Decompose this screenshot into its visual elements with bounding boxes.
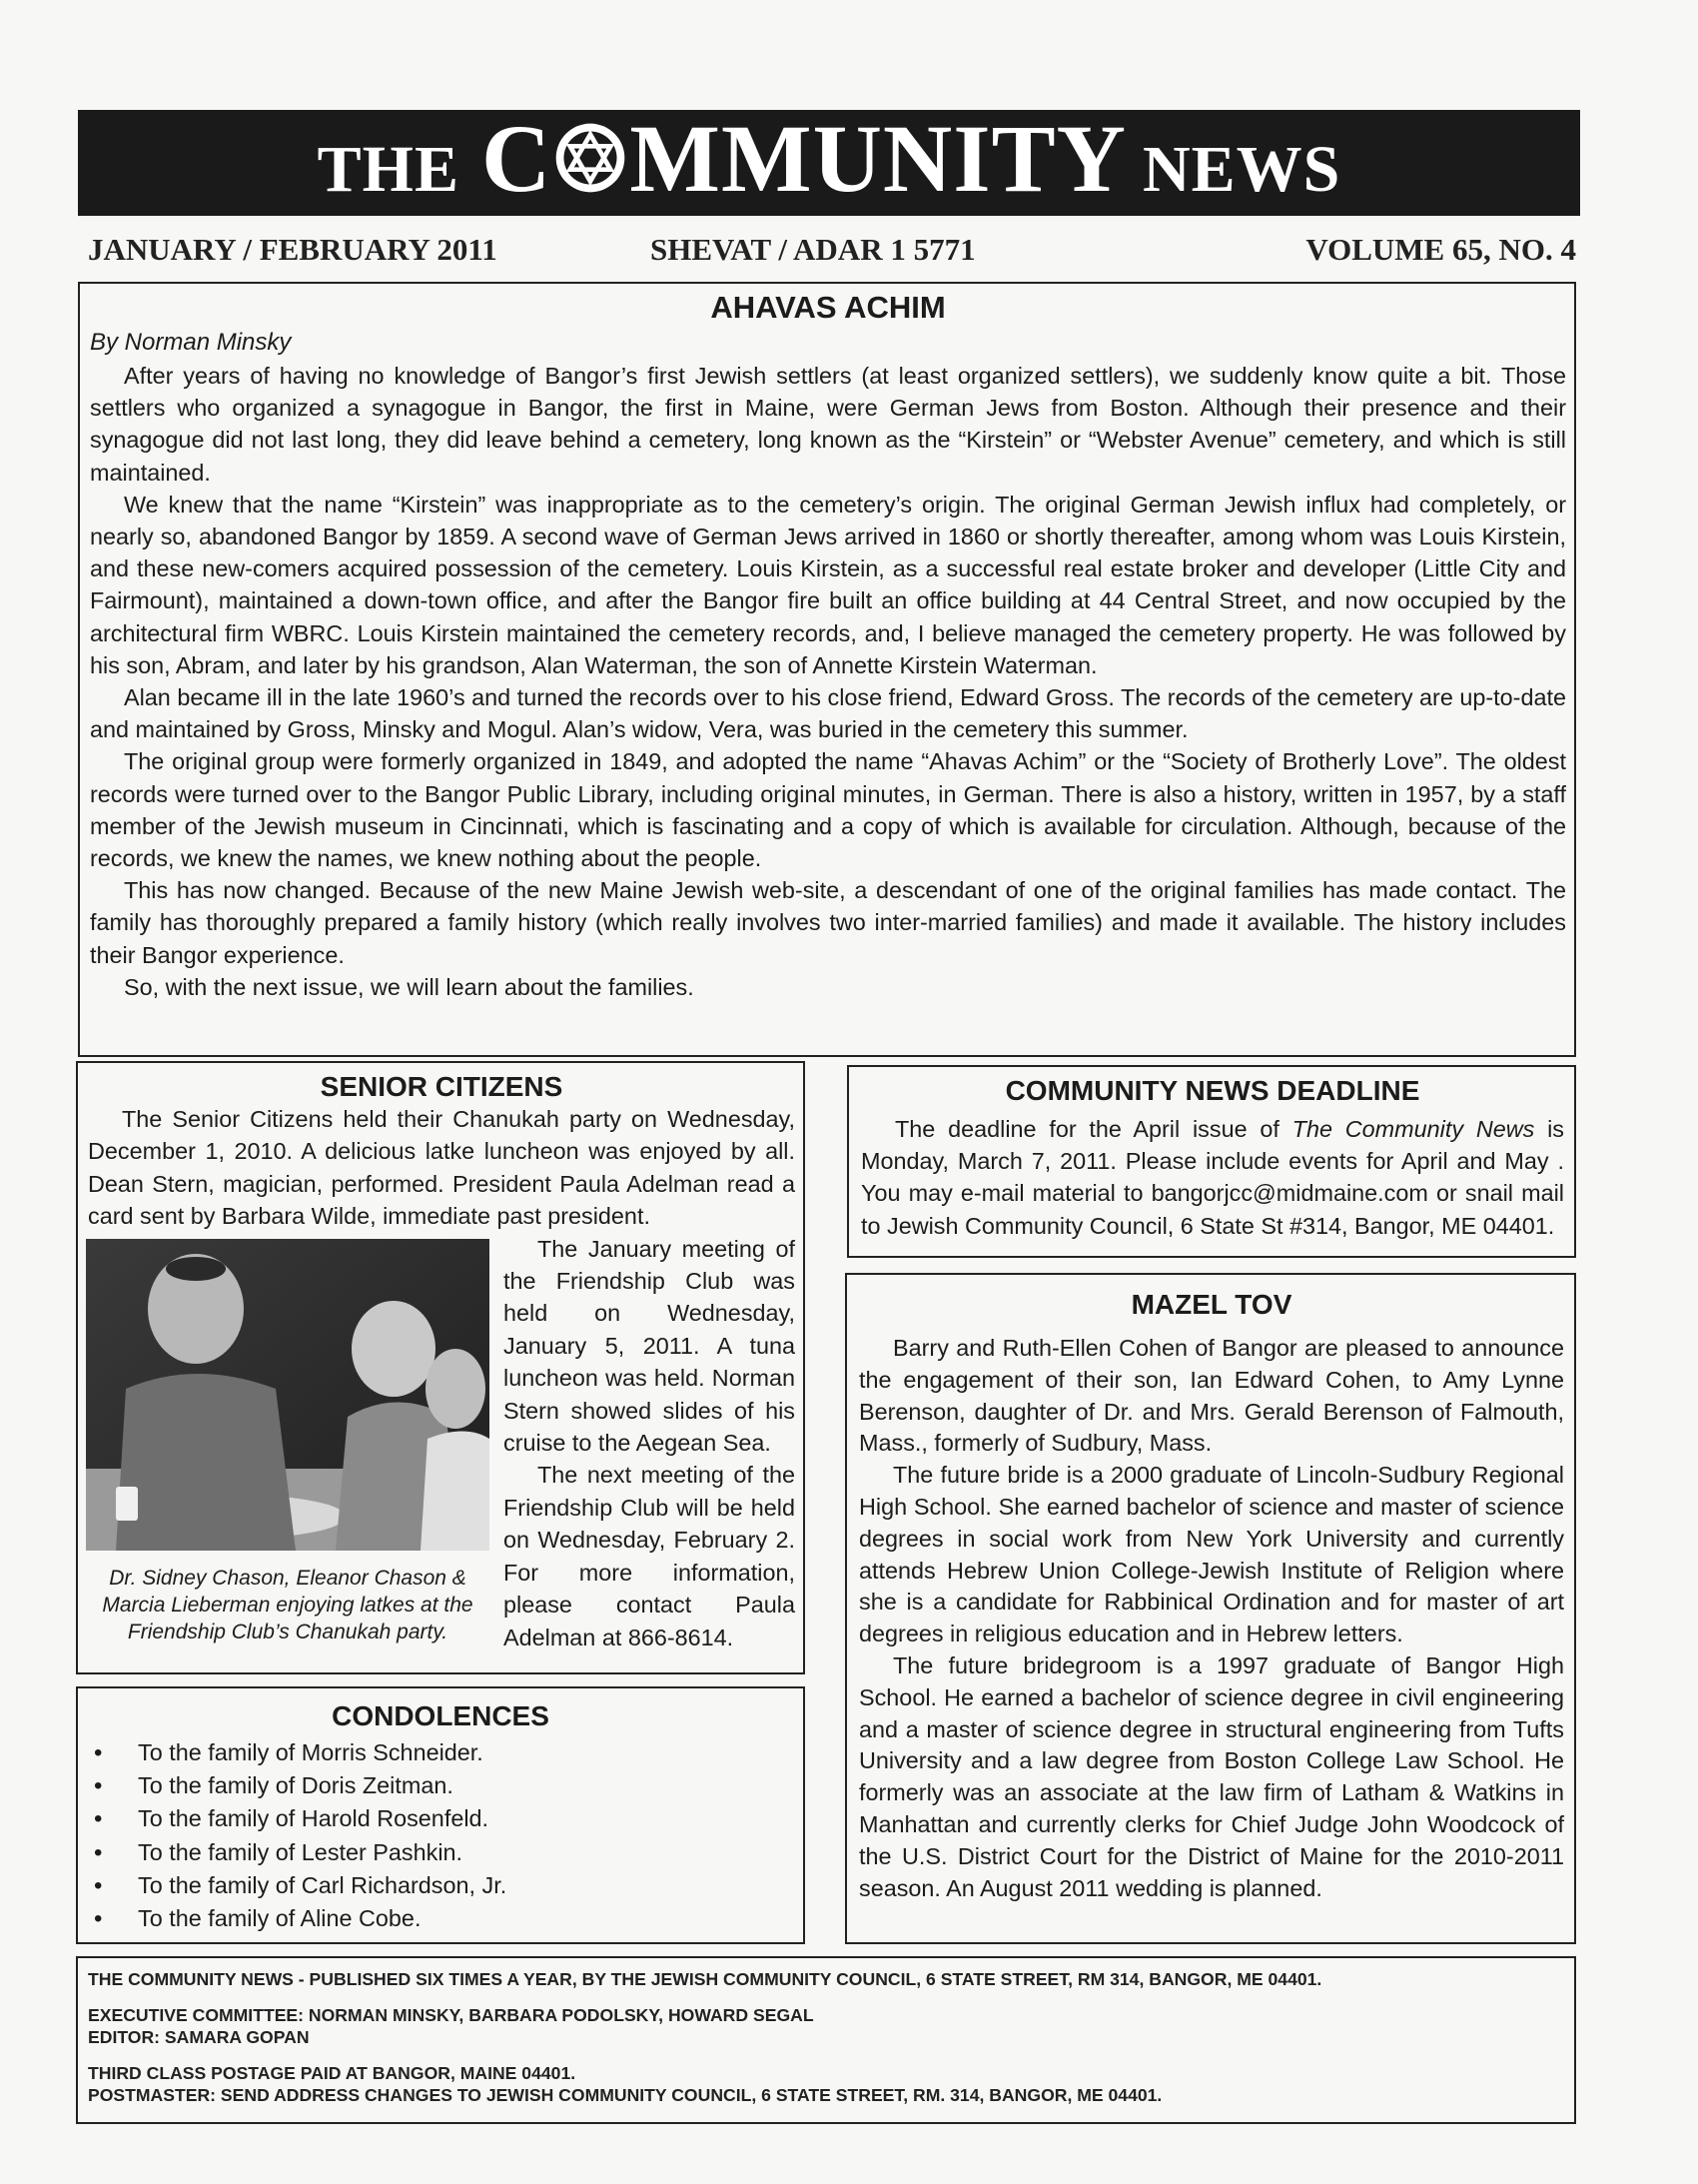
title-mmunity: MMUNITY <box>629 105 1127 212</box>
editor: EDITOR: SAMARA GOPAN <box>88 2027 310 2047</box>
publication-name: The Community News <box>1291 1116 1535 1142</box>
senior-citizens-section <box>76 1061 805 1674</box>
article-paragraph: After years of having no knowledge of Bangor’s first Jewish settlers (at least organized settlers), we suddenly know quite a bit. Those settlers who organized a synagogue in Bangor, the first in Maine, were German Jews from Boston. Although their presence and their synagogue did not last long, they did leave behind a cemetery, long known as the “Kirstein” or “Webster Avenue” cemetery, and which is still maintained. <box>90 363 1566 486</box>
mazel-paragraph: Barry and Ruth-Ellen Cohen of Bangor are pleased to announce the engagement of their son, Ian Edward Cohen, to Amy Lynne Berenson, daughter of Dr. and Mrs. Gerald Berenson of Falmouth, Mass., formerly of Sudbury, Mass. <box>859 1335 1564 1457</box>
hebrew-date: SHEVAT / ADAR 1 5771 <box>650 232 976 267</box>
senior-paragraph: The next meeting of the Friendship Club will be held on Wednesday, February 2. For more information, please contact Paula Adelman at 866-8614. <box>503 1462 795 1650</box>
article-paragraph: So, with the next issue, we will learn about the families. <box>124 973 694 1000</box>
mazel-tov-section <box>845 1273 1576 1944</box>
section-title: CONDOLENCES <box>332 1700 549 1731</box>
article-title: AHAVAS ACHIM <box>710 290 946 325</box>
title-c: C <box>481 105 552 212</box>
photo-figure <box>86 1239 489 1645</box>
deadline-text-before: The deadline for the April issue of <box>895 1116 1292 1142</box>
article-paragraph: Alan became ill in the late 1960’s and turned the records over to his close friend, Edward Gross. The records of the cemetery are up-to-date and maintained by Gross, Minsky and Mogul. Alan’s widow, Vera, was buried in the cemetery this summer. <box>90 684 1566 743</box>
deadline-paragraph <box>861 1113 1564 1242</box>
list-item: • To the family of Carl Richardson, Jr. <box>88 1869 793 1902</box>
condolences-list <box>88 1736 793 1935</box>
list-item: • To the family of Aline Cobe. <box>88 1902 793 1935</box>
newspaper-title <box>318 103 1341 214</box>
condolences-section <box>76 1686 805 1944</box>
deadline-text-after: is Monday, March 7, 2011. Please include events for April and May . You may e-mail material to bangorjcc@midmaine.com or snail mail to Jewish Community Council, 6 State St #314, Bangor, ME 04401. <box>861 1116 1564 1239</box>
article-paragraph: The original group were formerly organized in 1849, and adopted the name “Ahavas Achim” or the “Society of Brotherly Love”. The oldest records were turned over to the Bangor Public Library, including original minutes, in German. There is also a history, written in 1957, by a staff member of the Jewish museum in Cincinnati, which is fascinating and a copy of which is available for circulation. Although, because of the records, we knew the names, we knew nothing about the people. <box>90 748 1566 872</box>
publication-info <box>76 1956 1576 2124</box>
list-item: • To the family of Doris Zeitman. <box>88 1769 793 1802</box>
byline: By Norman Minsky <box>90 329 292 356</box>
deadline-section <box>847 1065 1576 1258</box>
list-item: • To the family of Harold Rosenfeld. <box>88 1802 793 1835</box>
deadline-body <box>861 1113 1564 1242</box>
volume-number: VOLUME 65, NO. 4 <box>1305 232 1576 267</box>
section-title: SENIOR CITIZENS <box>320 1071 563 1102</box>
postmaster-line: POSTMASTER: SEND ADDRESS CHANGES TO JEWISH COMMUNITY COUNCIL, 6 STATE STREET, RM. 314, BANGOR, ME 04401. <box>88 2085 1163 2105</box>
senior-paragraph: The January meeting of the Friendship Club was held on Wednesday, January 5, 2011. A tuna luncheon was held. Norman Stern showed slides of his cruise to the Aegean Sea. <box>503 1235 795 1457</box>
title-news: NEWS <box>1142 133 1341 206</box>
senior-citizens-body <box>88 1103 795 1653</box>
photo-caption: Dr. Sidney Chason, Eleanor Chason & Marcia Lieberman enjoying latkes at the Friendship Club’s Chanukah party. <box>102 1566 473 1643</box>
section-title: COMMUNITY NEWS DEADLINE <box>1005 1075 1420 1106</box>
mazel-paragraph: The future bride is a 2000 graduate of Lincoln-Sudbury Regional High School. She earned bachelor of science and master of science degrees in social work from New York University and currently attends Hebrew Union College-Jewish Institute of Religion where she is a candidate for Rabbinical Ordination and for master of art degrees in religious education and in Hebrew letters. <box>859 1462 1564 1647</box>
title-the: THE <box>317 133 460 206</box>
chanukah-party-photo <box>86 1239 489 1551</box>
section-title: MAZEL TOV <box>1131 1289 1292 1320</box>
mazel-paragraph: The future bridegroom is a 1997 graduate of Bangor High School. He earned a bachelor of science degree in civil engineering and a master of science degree in structural engineering from Tufts University and a law degree from Boston College Law School. He formerly was an associate at the law firm of Latham & Watkins in Manhattan and currently clerks for Chief Judge John Woodcock of the U.S. District Court for the District of Maine for the 2010-2011 season. An August 2011 wedding is planned. <box>859 1651 1564 1901</box>
dateline <box>88 232 1576 268</box>
list-item: • To the family of Lester Pashkin. <box>88 1836 793 1869</box>
main-article <box>78 282 1576 1057</box>
star-of-david-icon <box>551 119 629 197</box>
postage-line: THIRD CLASS POSTAGE PAID AT BANGOR, MAINE 04401. <box>88 2063 576 2083</box>
mazel-tov-body <box>859 1333 1564 1904</box>
article-paragraph: This has now changed. Because of the new Maine Jewish web-site, a descendant of one of the original families has made contact. The family has thoroughly prepared a family history (which really involves two inter-married families) and made it available. The history includes their Bangor experience. <box>90 877 1566 968</box>
list-item: • To the family of Morris Schneider. <box>88 1736 793 1769</box>
executive-committee: EXECUTIVE COMMITTEE: NORMAN MINSKY, BARBARA PODOLSKY, HOWARD SEGAL <box>88 2005 814 2025</box>
article-paragraph: We knew that the name “Kirstein” was inappropriate as to the cemetery’s origin. The original German Jewish influx had completely, or nearly so, abandoned Bangor by 1859. A second wave of German Jews arrived in 1860 or shortly thereafter, among whom was Louis Kirstein, and these new-comers acquired possession of the cemetery. Louis Kirstein, as a successful real estate broker and developer (Little City and Fairmount), maintained a down-town office, and after the Bangor fire built an office building at 44 Central Street, and now occupied by the architectural firm WBRC. Louis Kirstein maintained the cemetery records, and, I believe managed the cemetery property. He was followed by his son, Abram, and later by his grandson, Alan Waterman, the son of Annette Kirstein Waterman. <box>90 491 1566 678</box>
senior-intro: The Senior Citizens held their Chanukah party on Wednesday, December 1, 2010. A delicious latke luncheon was enjoyed by all. Dean Stern, magician, performed. President Paula Adelman read a card sent by Barbara Wilde, immediate past president. <box>88 1106 795 1230</box>
issue-date: JANUARY / FEBRUARY 2011 <box>88 232 497 267</box>
article-body <box>90 360 1566 1003</box>
masthead <box>78 105 1580 216</box>
publication-line: THE COMMUNITY NEWS - PUBLISHED SIX TIMES A YEAR, BY THE JEWISH COMMUNITY COUNCIL, 6 STATE STREET, RM 314, BANGOR, ME 04401. <box>88 1969 1322 1989</box>
